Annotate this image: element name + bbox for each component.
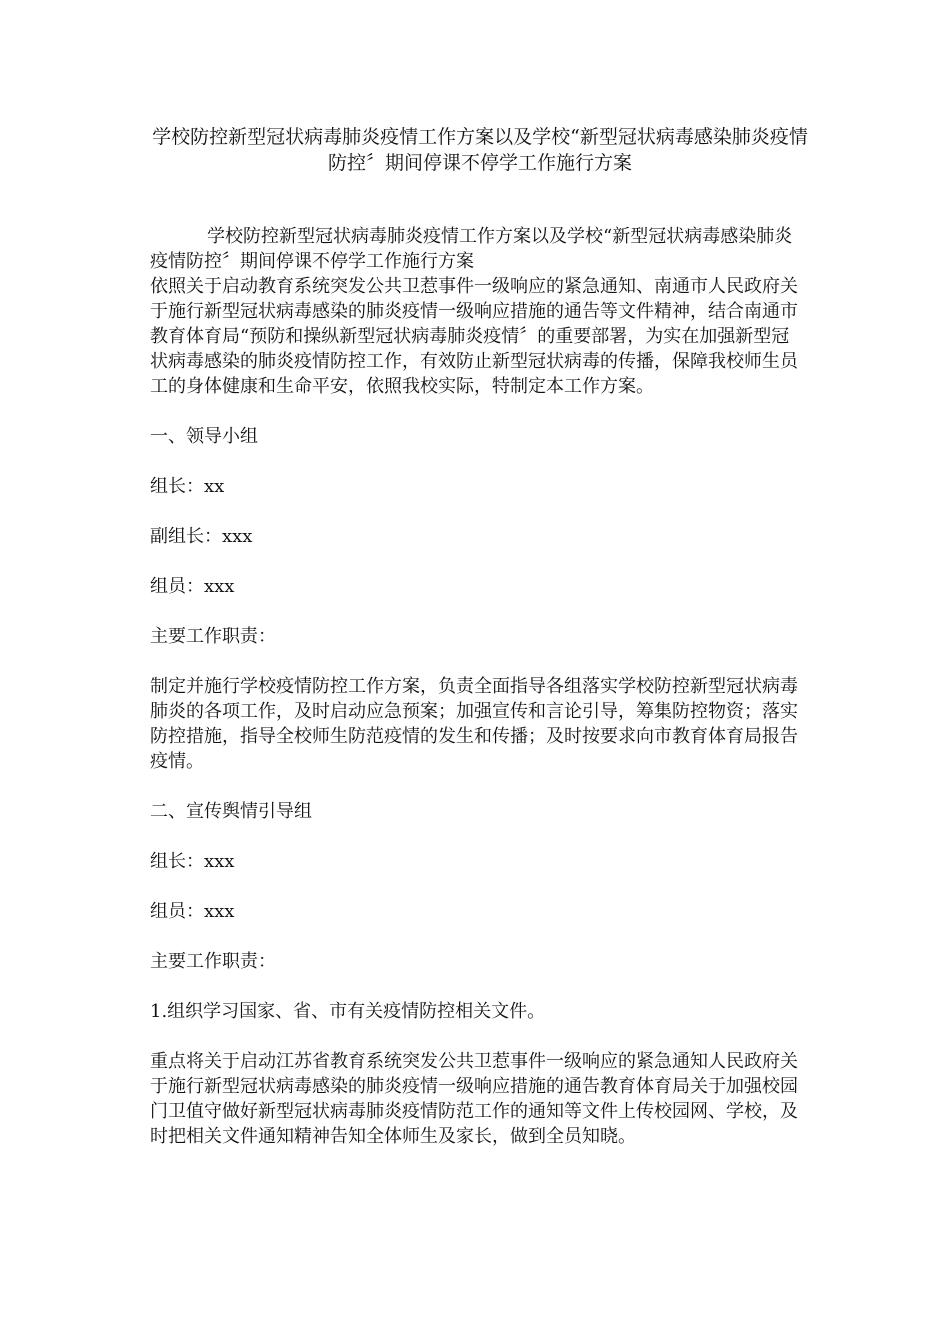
section2-item1: 1.组织学习国家、省、市有关疫情防控相关文件。 <box>150 1001 546 1022</box>
section2-duties-label: 主要工作职责： <box>150 951 276 972</box>
section2-item1-detail: 重点将关于启动江苏省教育系统突发公共卫惹事件一级响应的紧急通知人民政府关于施行新型冠状病毒感染的肺炎疫情一级响应措施的通告教育体育局关于加强校园门卫值守做好新型冠状病毒肺炎疫情防范工作的通知等文件上传校园网、学校，及时把相关文件通知精神告知全体师生及家长，做到全员知晓。 <box>150 1051 798 1147</box>
section1-duties-text: 制定并施行学校疫情防控工作方案，负责全面指导各组落实学校防控新型冠状病毒肺炎的各项工作，及时启动应急预案；加强宣传和言论引导，筹集防控物资；落实防控措施，指导全校师生防范疫情的发生和传播；及时按要求向市教育体育局报告疫情。 <box>150 676 798 772</box>
section1-members: 组员：xxx <box>150 576 235 597</box>
document-body <box>150 224 802 1149</box>
section1-vice-leader: 副组长：xxx <box>150 526 253 547</box>
section1-heading: 一、领导小组 <box>150 426 258 447</box>
section2-heading: 二、宣传舆情引导组 <box>150 801 312 822</box>
section1-duties-label: 主要工作职责： <box>150 626 276 647</box>
section1-leader: 组长：xx <box>150 476 225 497</box>
intro-paragraph: 依照关于启动教育系统突发公共卫惹事件一级响应的紧急通知、南通市人民政府关于施行新型冠状病毒感染的肺炎疫情一级响应措施的通告等文件精神，结合南通市教育体育局“预防和操纵新型冠状病毒肺炎疫情〞的重要部署，为实在加强新型冠状病毒感染的肺炎疫情防控工作，有效防止新型冠状病毒的传播，保障我校师生员工的身体健康和生命平安，依照我校实际，特制定本工作方案。 <box>150 276 798 397</box>
section2-members: 组员：xxx <box>150 901 235 922</box>
section2-leader: 组长：xxx <box>150 851 235 872</box>
document-title: 学校防控新型冠状病毒肺炎疫情工作方案以及学校“新型冠状病毒感染肺炎疫情防控〞期间停课不停学工作施行方案 <box>152 126 808 174</box>
intro-heading: 学校防控新型冠状病毒肺炎疫情工作方案以及学校“新型冠状病毒感染肺炎疫情防控〞期间停课不停学工作施行方案 <box>150 226 793 272</box>
